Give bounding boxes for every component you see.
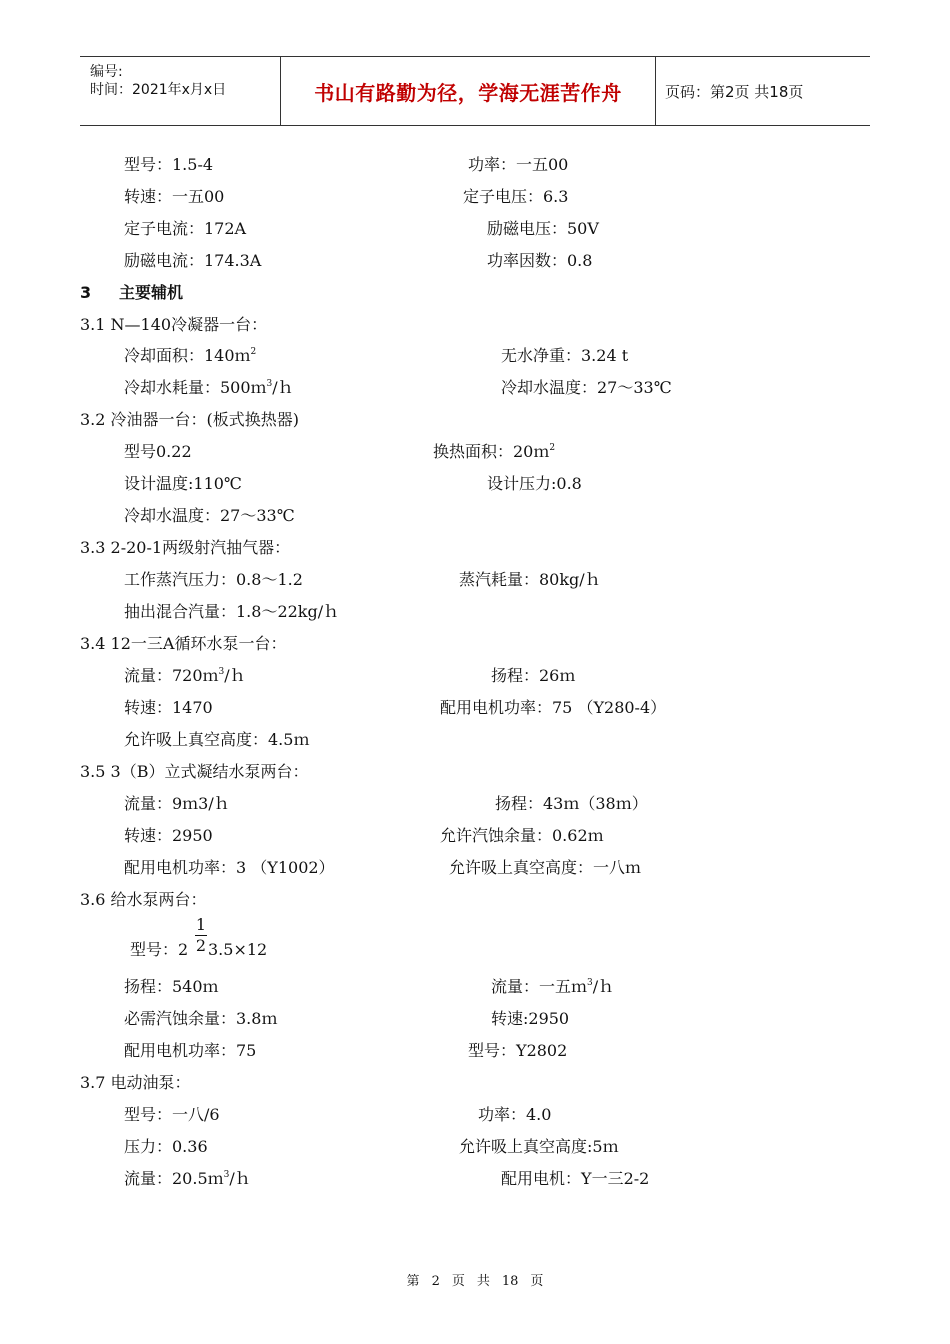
ejector-steam-consumption: 蒸汽耗量：80kg/ｈ [459,570,601,589]
page-header [80,56,870,126]
oil-pump-model: 型号：一八/6 [124,1105,220,1124]
feed-pump-model-fraction [195,916,207,955]
motor-speed: 转速：一五00 [124,187,225,206]
feed-pump-flow: 流量：一五ｍ$^3$/ｈ [491,977,615,996]
feed-pump-motor-model: 型号：Y2802 [468,1041,568,1060]
section-3-5-title: 3.5 3（B）立式凝结水泵两台： [80,762,309,781]
footer-prefix: 第 [406,1274,420,1289]
condensate-pump-flow: 流量：9ｍ3/ｈ [124,794,230,813]
section-3-1-title: 3.1 N—140冷凝器一台： [80,315,268,334]
header-page-label: 页码：第2页 共18页 [665,82,804,101]
motor-excitation-voltage: 励磁电压：50V [487,219,599,238]
circulating-pump-head: 扬程：26ｍ [491,666,576,685]
oil-pump-pressure: 压力：0.36 [124,1137,208,1156]
section-3-6-title: 3.6 给水泵两台： [80,890,207,909]
condensate-pump-npsh: 允许汽蚀余量：0.62ｍ [440,826,604,845]
motor-power-factor: 功率因数：0.8 [487,251,593,270]
oil-pump-power: 功率：4.0 [478,1105,552,1124]
oil-cooler-model: 型号0.22 [124,442,192,461]
footer-page-unit: 页 [451,1274,465,1289]
feed-pump-model-suffix: 3.5×12 [208,940,268,959]
ejector-steam-pressure: 工作蒸汽压力：0.8～1.2 [124,570,303,589]
condenser-dry-weight: 无水净重：3.24 t [501,346,629,365]
motor-stator-voltage: 定子电压：6.3 [463,187,569,206]
oil-cooler-water-temperature: 冷却水温度：27～33℃ [124,506,295,525]
motor-power: 功率：一五00 [468,155,569,174]
fraction-numerator: 1 [195,915,207,934]
section-3-3-title: 3.3 2-20-1两级射汽抽气器： [80,538,291,557]
circulating-pump-motor-power: 配用电机功率：75 （Y280-4） [440,698,667,717]
feed-pump-head: 扬程：540ｍ [124,977,219,996]
motor-excitation-current: 励磁电流：174.3A [124,251,262,270]
feed-pump-speed: 转速:2950 [491,1009,570,1028]
feed-pump-npsh: 必需汽蚀余量：3.8ｍ [124,1009,278,1028]
header-meta [80,57,280,125]
condensate-pump-suction-height: 允许吸上真空高度：一八ｍ [449,858,642,877]
oil-cooler-design-pressure: 设计压力:0.8 [487,474,582,493]
oil-pump-motor: 配用电机：Y一三2-2 [501,1169,650,1188]
ejector-mixed-steam: 抽出混合汽量：1.8～22kg/ｈ [124,602,340,621]
circulating-pump-speed: 转速：1470 [124,698,213,717]
circulating-pump-suction-height: 允许吸上真空高度：4.5ｍ [124,730,310,749]
footer-total-pages: 18 [501,1274,519,1289]
page-footer [0,1270,950,1289]
fraction-denominator: 2 [195,936,207,955]
section-3-number: 3 [80,283,92,302]
oil-cooler-design-temperature: 设计温度:110℃ [124,474,242,493]
motor-stator-current: 定子电流：172A [124,219,247,238]
condenser-cooling-area: 冷却面积：140ｍ$^2$ [124,346,257,365]
document-number-label: 编号: [90,64,123,80]
condensate-pump-speed: 转速：2950 [124,826,213,845]
document-time-label: 时间：2021年x月x日 [90,82,227,98]
section-3-7-title: 3.7 电动油泵： [80,1073,191,1092]
circulating-pump-flow: 流量：720ｍ$^3$/ｈ [124,666,246,685]
condensate-pump-head: 扬程：43ｍ（38ｍ） [495,794,648,813]
oil-pump-flow: 流量：20.5ｍ$^3$/ｈ [124,1169,251,1188]
header-motto: 书山有路勤为径，学海无涯苦作舟 [280,57,656,125]
footer-page-number: 2 [431,1274,440,1289]
footer-total-prefix: 共 [476,1274,490,1289]
oil-pump-suction-height: 允许吸上真空高度:5ｍ [459,1137,619,1156]
feed-pump-motor-power: 配用电机功率：75 [124,1041,257,1060]
oil-cooler-exchange-area: 换热面积：20ｍ$^2$ [433,442,556,461]
condensate-pump-motor-power: 配用电机功率：3 （Y1002） [124,858,335,877]
condenser-water-temperature: 冷却水温度：27～33℃ [501,378,672,397]
footer-total-unit: 页 [530,1274,544,1289]
motor-model: 型号：1.5-4 [124,155,214,174]
section-3-4-title: 3.4 12一三A循环水泵一台： [80,634,287,653]
condenser-water-consumption: 冷却水耗量：500ｍ$^3$/ｈ [124,378,294,397]
section-3-title: 主要辅机 [119,283,184,302]
feed-pump-model-prefix: 型号：2 [130,940,189,959]
section-3-2-title: 3.2 冷油器一台：(板式换热器) [80,410,300,429]
